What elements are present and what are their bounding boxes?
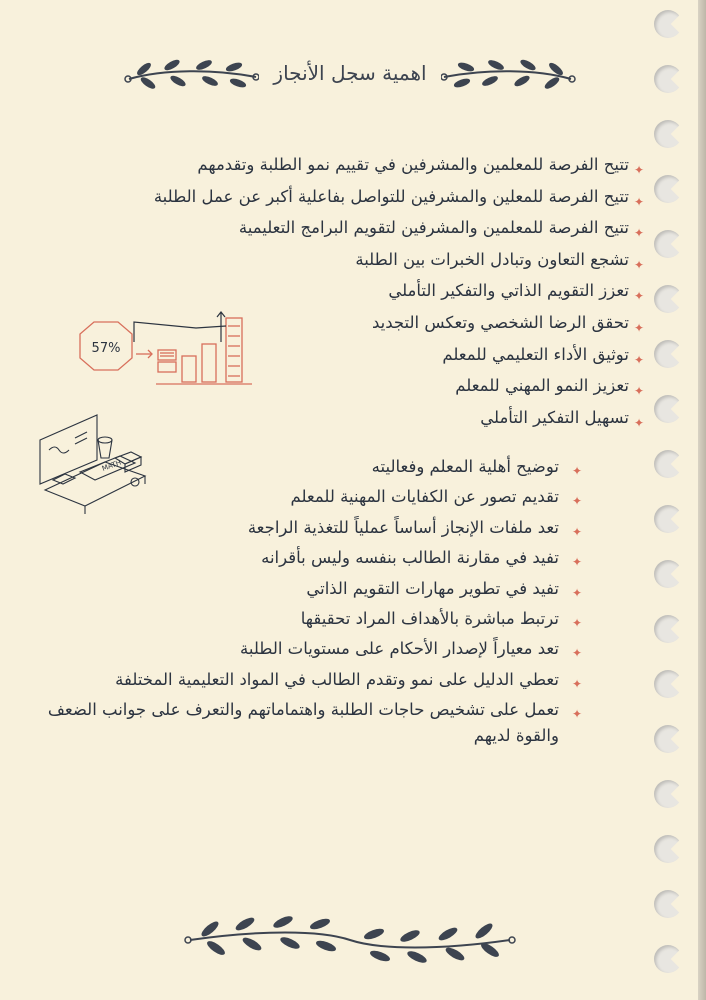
binder-holes (650, 0, 690, 1000)
list-item: ✦ تعزز التقويم الذاتي والتفكير التأملي (24, 278, 644, 310)
binder-hole-icon (654, 835, 682, 863)
diamond-bullet-icon: ✦ (571, 646, 582, 661)
binder-hole-icon (654, 10, 682, 38)
binder-hole-icon (654, 725, 682, 753)
binder-hole-icon (654, 340, 682, 368)
diamond-bullet-icon: ✦ (571, 555, 582, 570)
list-item: ✦ توضيح أهلية المعلم وفعاليته (42, 454, 582, 484)
binder-hole-icon (654, 670, 682, 698)
diamond-bullet-icon: ✦ (633, 226, 644, 241)
benefits-list (42, 454, 582, 748)
binder-hole-icon (654, 285, 682, 313)
diamond-bullet-icon: ✦ (571, 524, 582, 539)
growth-chart-illustration (78, 310, 258, 390)
binder-hole-icon (654, 65, 682, 93)
vine-ornament-icon (441, 55, 576, 91)
list-item: ✦ تتيح الفرصة للمعلين والمشرفين للتواصل بفاعلية أكبر عن عمل الطلبة (24, 184, 644, 216)
diamond-bullet-icon: ✦ (633, 289, 644, 304)
list-item: ✦ تتيح الفرصة للمعلمين والمشرفين في تقييم نمو الطلبة وتقدمهم (24, 152, 644, 184)
list-item: ✦ تسهيل التفكير التأملي (24, 405, 644, 437)
list-item: ✦ تعد ملفات الإنجاز أساساً عملياً للتغذية الراجعة (42, 515, 582, 545)
binder-hole-icon (654, 395, 682, 423)
binder-hole-icon (654, 120, 682, 148)
list-item: ✦ تشجع التعاون وتبادل الخبرات بين الطلبة (24, 247, 644, 279)
diamond-bullet-icon: ✦ (633, 352, 644, 367)
binder-hole-icon (654, 560, 682, 588)
page-edge (698, 0, 706, 1000)
diamond-bullet-icon: ✦ (571, 464, 582, 478)
title-row (100, 48, 600, 98)
diamond-bullet-icon: ✦ (633, 415, 644, 430)
vine-ornament-icon (124, 55, 259, 91)
list-item: ✦ تفيد في مقارنة الطالب بنفسه وليس بأقرانه (42, 545, 582, 575)
diamond-bullet-icon: ✦ (571, 676, 582, 691)
diamond-bullet-icon: ✦ (571, 585, 582, 600)
diamond-bullet-icon: ✦ (571, 707, 582, 722)
list-item: ✦ تعد معياراً لإصدار الأحكام على مستويات الطلبة (42, 636, 582, 666)
binder-hole-icon (654, 505, 682, 533)
page-title: اهمية سجل الأنجاز (273, 61, 427, 85)
diamond-bullet-icon: ✦ (633, 194, 644, 209)
list-item: ✦ تعطي الدليل على نمو وتقدم الطالب في المواد التعليمية المختلفة (42, 667, 582, 697)
list-item: ✦ توثيق الأداء التعليمي للمعلم (24, 342, 644, 374)
list-item: ✦ تعزيز النمو المهني للمعلم (24, 373, 644, 405)
list-item: ✦ تتيح الفرصة للمعلمين والمشرفين لتقويم البرامج التعليمية (24, 215, 644, 247)
list-item: ✦ تفيد في تطوير مهارات التقويم الذاتي (42, 576, 582, 606)
importance-list (24, 152, 644, 436)
list-item: ✦ تعمل على تشخيص حاجات الطلبة واهتماماتهم والتعرف على جوانب الضعف والقوة لديهم (47, 700, 582, 745)
binder-hole-icon (654, 230, 682, 258)
binder-hole-icon (654, 780, 682, 808)
diamond-bullet-icon: ✦ (633, 320, 644, 335)
diamond-bullet-icon: ✦ (633, 384, 644, 399)
list-item: ✦ تقديم تصور عن الكفايات المهنية للمعلم (42, 484, 582, 514)
binder-hole-icon (654, 450, 682, 478)
binder-hole-icon (654, 175, 682, 203)
list-item: ✦ ترتبط مباشرة بالأهداف المراد تحقيقها (42, 606, 582, 636)
binder-hole-icon (654, 945, 682, 973)
diamond-bullet-icon: ✦ (633, 257, 644, 272)
percent-label: 57% (91, 341, 121, 356)
footer-vine-ornament-icon (180, 912, 520, 967)
list-item: ✦ تحقق الرضا الشخصي وتعكس التجديد (24, 310, 644, 342)
board-text: MATH (100, 458, 123, 473)
diamond-bullet-icon: ✦ (571, 494, 582, 509)
diamond-bullet-icon: ✦ (571, 616, 582, 631)
diamond-bullet-icon: ✦ (633, 163, 644, 177)
binder-hole-icon (654, 615, 682, 643)
binder-hole-icon (654, 890, 682, 918)
